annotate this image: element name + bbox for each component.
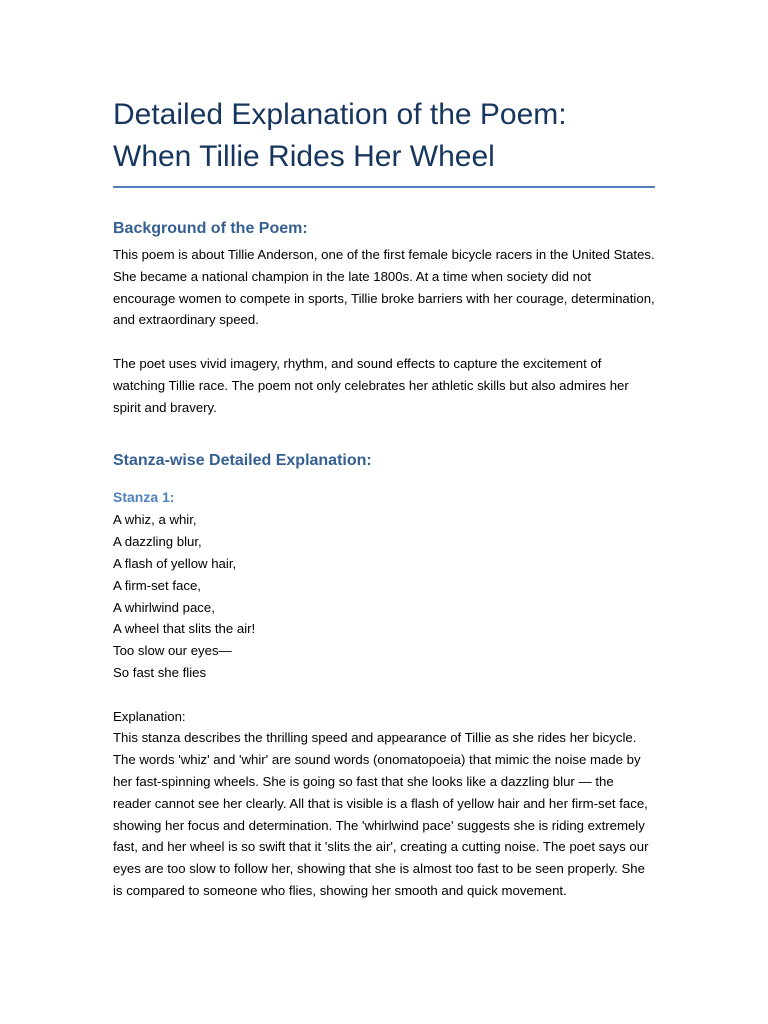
explanation-label: Explanation:: [113, 708, 186, 724]
stanza-line: A firm-set face,: [113, 577, 201, 593]
stanza-line: So fast she flies: [113, 664, 207, 680]
stanza-1-lines: [113, 509, 655, 683]
document-page: [113, 94, 655, 924]
stanza-line: A flash of yellow hair,: [113, 555, 237, 571]
stanza-1-heading: Stanza 1:: [113, 489, 175, 506]
stanza-line: A wheel that slits the air!: [113, 621, 256, 637]
stanza-line: A whirlwind pace,: [113, 599, 215, 615]
stanza-line: A whiz, a whir,: [113, 512, 197, 528]
background-paragraph-2: The poet uses vivid imagery, rhythm, and sound effects to capture the excitement of watching Tillie race. The poem not only celebrates her athletic skills but also admires her spirit and bravery.: [113, 355, 629, 415]
title-divider: [113, 186, 655, 188]
title-line-2: When Tillie Rides Her Wheel: [113, 140, 495, 173]
stanza-section-heading: Stanza-wise Detailed Explanation:: [113, 452, 372, 470]
explanation-text: This stanza describes the thrilling speed and appearance of Tillie as she rides her bicycle. The words 'whiz' and 'whir' are sound words (onomatopoeia) that mimic the noise made by her fast-spinning wheels. She is going so fast that she looks like a dazzling blur — the reader cannot see her clearly. All that is visible is a flash of yellow hair and her firm-set face, showing her focus and determination. The 'whirlwind pace' suggests she is riding extremely fast, and her wheel is so swift that it 'slits the air', creating a cutting noise. The poet says our eyes are too slow to follow her, showing that she is almost too fast to be seen properly. She is compared to someone who flies, showing her smooth and quick movement.: [113, 730, 649, 898]
stanza-line: A dazzling blur,: [113, 534, 202, 550]
stanza-line: Too slow our eyes—: [113, 643, 232, 659]
background-paragraph-1: This poem is about Tillie Anderson, one of the first female bicycle racers in the United States. She became a national champion in the late 1800s. At a time when society did not encourage women to compete in sports, Tillie broke barriers with her courage, determination, and extraordinary speed.: [113, 247, 655, 328]
background-heading: Background of the Poem:: [113, 220, 308, 237]
title-line-1: Detailed Explanation of the Poem:: [113, 98, 567, 131]
document-title: [113, 94, 655, 178]
